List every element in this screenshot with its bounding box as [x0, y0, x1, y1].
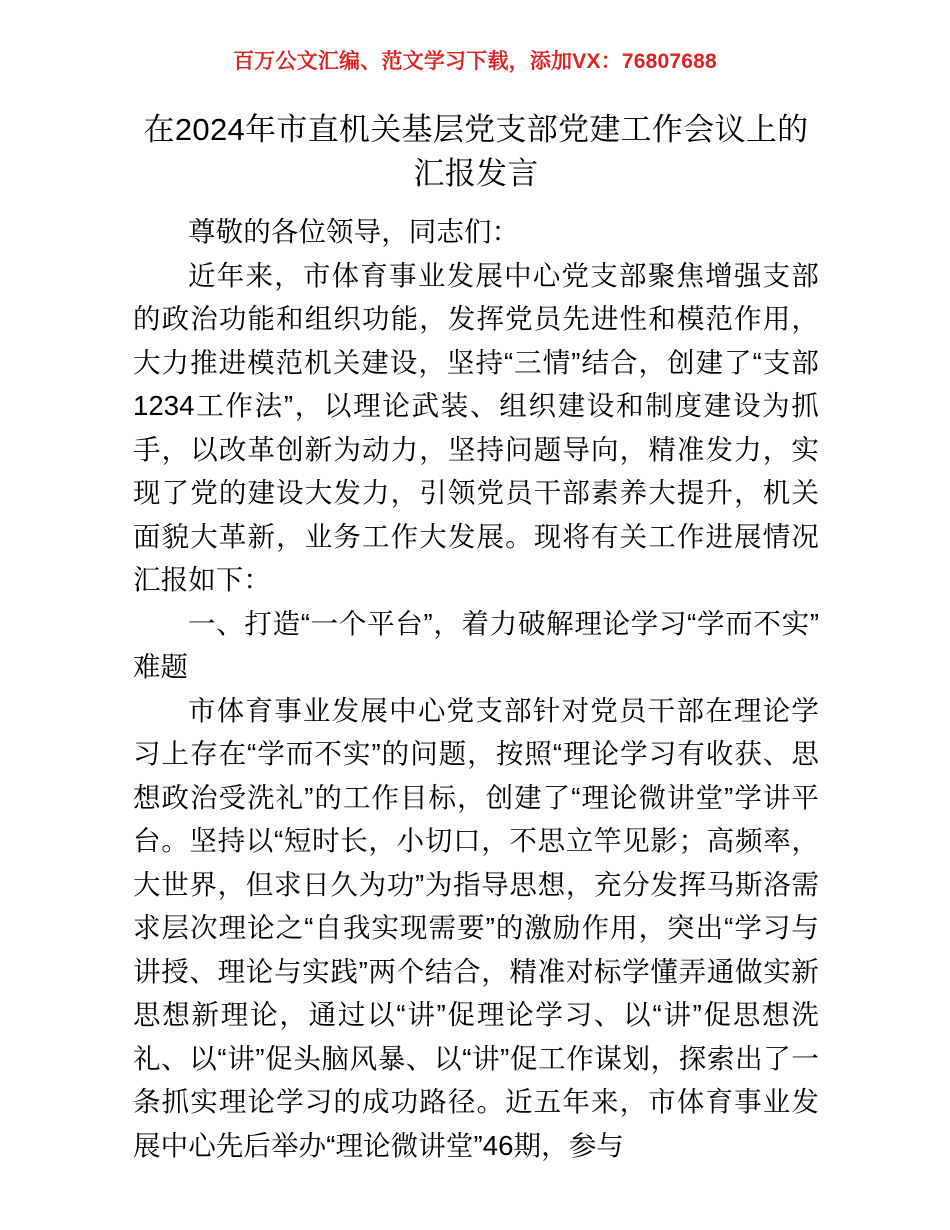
promo-banner-text: 百万公文汇编、范文学习下载，添加VX：76807688: [233, 50, 717, 73]
intro-paragraph: 近年来，市体育事业发展中心党支部聚焦增强支部的政治功能和组织功能，发挥党员先进性和模范作用，大力推进模范机关建设，坚持“三情”结合，创建了“支部1234工作法”，以理论武装、组织建设和制度建设为抓手，以改革创新为动力，坚持问题导向，精准发力，实现了党的建设大发力，引领党员干部素养大提升，机关面貌大革新，业务工作大发展。现将有关工作进展情况汇报如下：: [133, 259, 819, 595]
section-1-paragraph: 市体育事业发展中心党支部针对党员干部在理论学习上存在“学而不实”的问题，按照“理论学习有收获、思想政治受洗礼”的工作目标，创建了“理论微讲堂”学讲平台。坚持以“短时长，小切口，不思立竿见影；高频率，大世界，但求日久为功”为指导思想，充分发挥马斯洛需求层次理论之“自我实现需要”的激励作用，突出“学习与讲授、理论与实践”两个结合，精准对标学懂弄通做实新思想新理论，通过以“讲”促理论学习、以“讲”促思想洗礼、以“讲”促头脑风暴、以“讲”促工作谋划，探索出了一条抓实理论学习的成功路径。近五年来，市体育事业发展中心先后举办“理论微讲堂”46期，参与: [133, 694, 819, 1161]
salutation: 尊敬的各位领导，同志们：: [188, 216, 520, 247]
document-body: [133, 108, 819, 1167]
section-heading-1: 一、打造“一个平台”，着力破解理论学习“学而不实”难题: [133, 607, 819, 682]
document-title: 在2024年市直机关基层党支部党建工作会议上的汇报发言: [143, 112, 809, 191]
